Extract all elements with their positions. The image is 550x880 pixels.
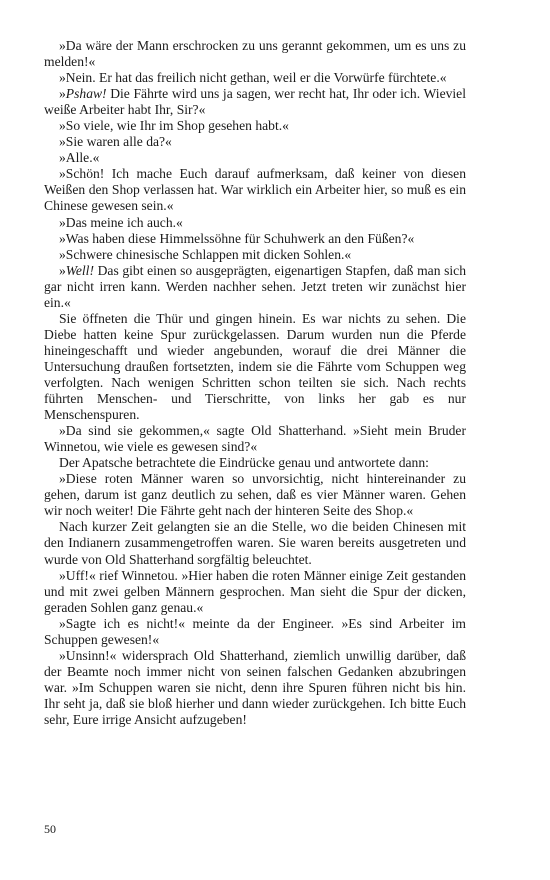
- paragraph: [44, 86, 466, 118]
- text-run: »Da wäre der Mann erschrocken zu uns gerannt gekommen, um es uns zu melden!«: [44, 38, 466, 70]
- paragraph: [44, 423, 466, 455]
- paragraph: [44, 455, 466, 471]
- paragraph: [44, 616, 466, 648]
- paragraph: [44, 519, 466, 567]
- paragraph: [44, 231, 466, 247]
- paragraph: [44, 70, 466, 86]
- paragraph: [44, 166, 466, 214]
- paragraph: [44, 471, 466, 519]
- paragraph: [44, 247, 466, 263]
- text-run: »Sie waren alle da?«: [59, 134, 172, 150]
- paragraph: [44, 648, 466, 728]
- paragraph: [44, 263, 466, 311]
- text-run: »: [59, 262, 66, 278]
- book-page-text: [44, 38, 466, 728]
- text-run: Das gibt einen so ausgeprägten, eigenartigen Stapfen, daß man sich gar nicht irren kann. Werden nachher sehen. Jetzt treten wir zunächst hier ein.«: [44, 262, 466, 310]
- text-run: »Schwere chinesische Schlappen mit dicken Sohlen.«: [59, 246, 352, 262]
- text-run: »Nein. Er hat das freilich nicht gethan, weil er die Vorwürfe fürchtete.«: [59, 70, 447, 86]
- text-run: »Da sind sie gekommen,« sagte Old Shatterhand. »Sieht mein Bruder Winnetou, wie viele es gewesen sind?«: [44, 423, 466, 455]
- paragraph: [44, 134, 466, 150]
- text-run: »Schön! Ich mache Euch darauf aufmerksam, daß keiner von diesen Weißen den Shop verlassen hat. War wirklich ein Arbeiter hier, so muß es ein Chinese gewesen sein.«: [44, 166, 466, 214]
- paragraph: [44, 38, 466, 70]
- text-run: Nach kurzer Zeit gelangten sie an die Stelle, wo die beiden Chinesen mit den Indianern zusammengetroffen waren. Sie waren bereits ausgetreten und wurde von Old Shatterhand sorgfältig beleuchtet.: [44, 519, 466, 567]
- text-run: »Alle.«: [59, 150, 100, 166]
- paragraph: [44, 150, 466, 166]
- page-number: 50: [44, 822, 56, 836]
- text-run: Der Apatsche betrachtete die Eindrücke genau und antwortete dann:: [59, 455, 429, 471]
- text-run: »Was haben diese Himmelssöhne für Schuhwerk an den Füßen?«: [59, 230, 415, 246]
- text-run: »Uff!« rief Winnetou. »Hier haben die roten Männer einige Zeit gestanden und mit zwei gelben Männern gesprochen. Man sieht die Spur der dicken, geraden Sohlen ganz genau.«: [44, 567, 466, 615]
- text-run: »Sagte ich es nicht!« meinte da der Engineer. »Es sind Arbeiter im Schuppen gewesen!«: [44, 615, 466, 647]
- text-run: Sie öffneten die Thür und gingen hinein. Es war nichts zu sehen. Die Diebe hatten keine Spur zurückgelassen. Darum wurden nun die Pferde hineingeschafft und wieder angebunden, worauf die drei Männer die Untersuchung draußen fortsetzten, indem sie die Fährte vom Schuppen weg verfolgten. Nach wenigen Schritten schon teilten sie sich. Nach rechts führten Menschen- und Tierschritte, von links her gab es nur Menschenspuren.: [44, 310, 466, 423]
- text-run: »Unsinn!« widersprach Old Shatterhand, ziemlich unwillig darüber, daß der Beamte noch immer nicht von seinen falschen Gedanken abzubringen war. »Im Schuppen waren sie nicht, denn ihre Spuren führen nicht bis hin. Ihr seht ja, daß sie bloß hierher und dann wieder zurückgehen. Ich bitte Euch sehr, Eure irrige Ansicht aufzugeben!: [44, 647, 466, 727]
- paragraph: [44, 311, 466, 423]
- italic-text: Well!: [65, 262, 94, 278]
- paragraph: [44, 568, 466, 616]
- text-run: »So viele, wie Ihr im Shop gesehen habt.«: [59, 118, 289, 134]
- paragraph: [44, 215, 466, 231]
- text-run: »Das meine ich auch.«: [59, 214, 183, 230]
- text-run: »Diese roten Männer waren so unvorsichtig, nicht hintereinander zu gehen, darum ist ganz deutlich zu sehen, daß es vier Männer waren. Gehen wir noch weiter! Die Fährte geht nach der hinteren Seite des Shop.«: [44, 471, 466, 519]
- text-run: »: [59, 86, 66, 102]
- italic-text: Pshaw!: [65, 86, 107, 102]
- paragraph: [44, 118, 466, 134]
- text-run: Die Fährte wird uns ja sagen, wer recht hat, Ihr oder ich. Wieviel weiße Arbeiter habt Ihr, Sir?«: [44, 86, 466, 118]
